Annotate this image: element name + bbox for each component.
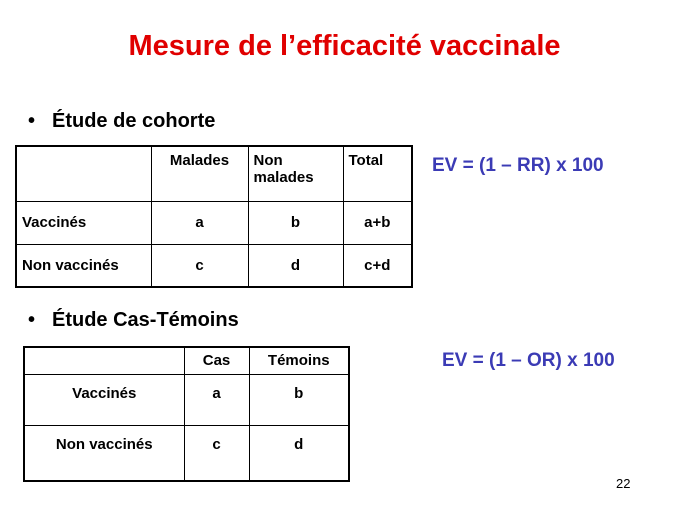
table-cell: c (184, 425, 249, 481)
slide-title: Mesure de l’efficacité vaccinale (128, 30, 561, 62)
bullet-case-control-study (28, 309, 239, 332)
case-control-formula: EV = (1 – OR) x 100 (442, 350, 615, 371)
table-row (16, 201, 412, 244)
table-cell: a (184, 374, 249, 425)
table-cell: c (151, 244, 248, 287)
table-header-row (16, 146, 412, 201)
table-header-cell: Cas (184, 347, 249, 374)
case-control-heading: Étude Cas-Témoins (52, 309, 239, 331)
table-header-cell (16, 146, 151, 201)
table-cell: d (249, 425, 349, 481)
table-header-cell: Total (343, 146, 412, 201)
bullet-dot: • (28, 110, 36, 132)
table-cell: Non vaccinés (24, 425, 184, 481)
table-cell: b (249, 374, 349, 425)
cohort-formula: EV = (1 – RR) x 100 (432, 155, 604, 176)
bullet-dot: • (28, 309, 36, 331)
table-cell: Vaccinés (16, 201, 151, 244)
table-cell: b (248, 201, 343, 244)
table-cell: Vaccinés (24, 374, 184, 425)
cohort-table (15, 145, 413, 288)
cohort-heading: Étude de cohorte (52, 110, 216, 132)
table-cell: a (151, 201, 248, 244)
table-row (24, 374, 349, 425)
table-cell: Non vaccinés (16, 244, 151, 287)
table-header-cell: Malades (151, 146, 248, 201)
page-number: 22 (616, 476, 631, 491)
table-header-row (24, 347, 349, 374)
case-control-table (23, 346, 350, 482)
table-header-cell: Non malades (248, 146, 343, 201)
table-cell: a+b (343, 201, 412, 244)
table-cell: c+d (343, 244, 412, 287)
table-cell: d (248, 244, 343, 287)
table-header-cell: Témoins (249, 347, 349, 374)
table-row (24, 425, 349, 481)
table-row (16, 244, 412, 287)
table-header-cell (24, 347, 184, 374)
bullet-cohort-study (28, 110, 215, 133)
